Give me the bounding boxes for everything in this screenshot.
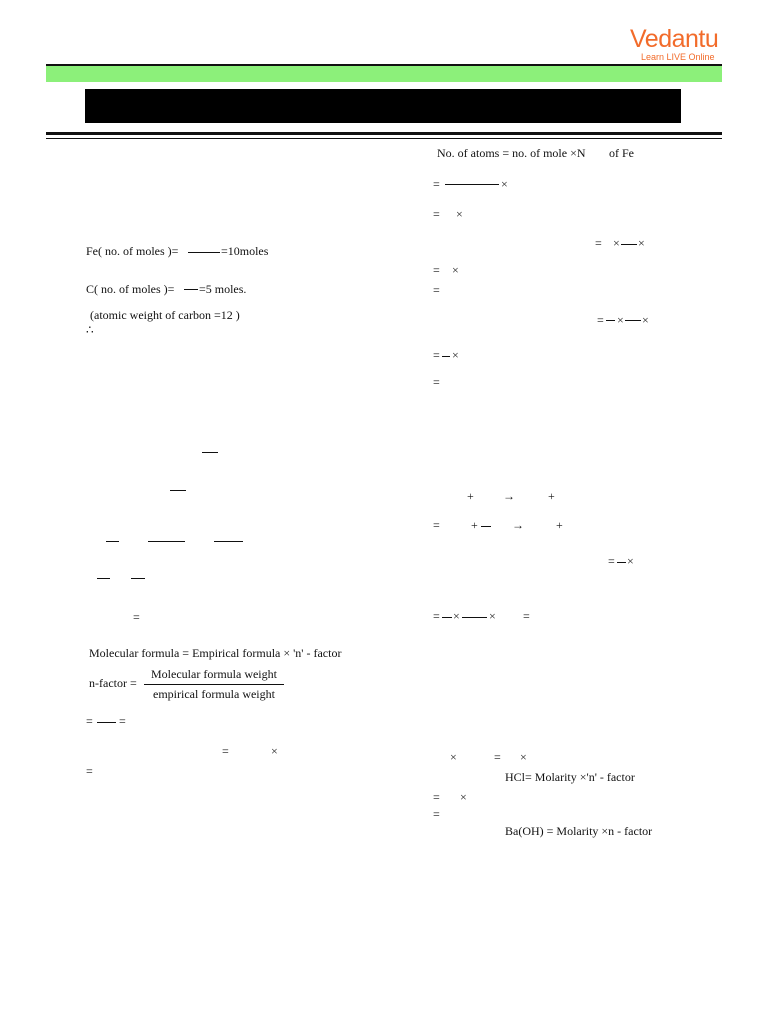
atomic-weight-note: (atomic weight of carbon =12 ) — [90, 308, 240, 322]
equals-sign: = — [433, 207, 440, 221]
times-sign: × — [627, 554, 634, 568]
equals-sign: = — [595, 236, 602, 250]
equals-sign: = — [119, 714, 126, 728]
reaction-plus: + — [471, 518, 478, 532]
fraction-line — [188, 252, 220, 253]
equals-sign: = — [433, 283, 440, 297]
logo-tagline: Learn LIVE Online — [641, 52, 715, 62]
fraction-line — [131, 578, 145, 579]
times-sign: × — [617, 313, 624, 327]
n-factor-label: n-factor = — [89, 676, 137, 690]
reaction-plus: + — [548, 489, 555, 503]
fraction-line — [170, 490, 186, 491]
baoh-relation: Ba(OH) = Molarity ×n - factor — [505, 824, 653, 838]
fraction-line — [625, 320, 641, 321]
fraction-line — [442, 356, 450, 357]
hcl-relation: HCl= Molarity ×'n' - factor — [505, 770, 635, 784]
equals-sign: = — [433, 518, 440, 532]
c-moles-result: =5 moles. — [199, 282, 247, 296]
header-green-bar — [46, 64, 722, 82]
n-factor-numerator: Molecular formula weight — [151, 667, 277, 681]
fraction-line — [97, 578, 110, 579]
reaction-plus: + — [467, 489, 474, 503]
fraction-line — [442, 617, 452, 618]
header-title-band — [85, 89, 681, 123]
fraction-line — [621, 244, 637, 245]
reaction-arrow: → — [512, 518, 524, 532]
fraction-line — [97, 722, 116, 723]
therefore-symbol: ∴ — [86, 323, 94, 337]
equals-sign: = — [433, 609, 440, 623]
n-factor-fraction — [144, 667, 284, 702]
n-factor-denominator: empirical formula weight — [153, 687, 275, 701]
times-sign: × — [452, 348, 459, 362]
reaction-plus: + — [556, 518, 563, 532]
times-sign: × — [453, 609, 460, 623]
equals-sign: = — [86, 714, 93, 728]
times-sign: × — [456, 207, 463, 221]
fraction-line — [617, 562, 626, 563]
reaction-arrow: → — [503, 489, 515, 503]
fraction-line — [148, 541, 185, 542]
fraction-line — [445, 184, 499, 185]
fe-moles-label: Fe( no. of moles )= — [86, 244, 179, 258]
equals-sign: = — [222, 744, 229, 758]
equals-sign: = — [494, 750, 501, 764]
fraction-line — [202, 452, 218, 453]
times-sign: × — [642, 313, 649, 327]
fraction-line — [184, 289, 198, 290]
vedantu-logo — [630, 26, 730, 62]
equals-sign: = — [433, 790, 440, 804]
header-rule-thin — [46, 138, 722, 139]
atoms-relation: No. of atoms = no. of mole ×N — [437, 146, 586, 160]
atoms-of-fe: of Fe — [609, 146, 634, 160]
equals-sign: = — [433, 263, 440, 277]
equals-sign: = — [597, 313, 604, 327]
c-moles-label: C( no. of moles )= — [86, 282, 175, 296]
equals-sign: = — [523, 609, 530, 623]
fraction-line — [462, 617, 487, 618]
fraction-bar — [144, 684, 284, 685]
fraction-line — [214, 541, 243, 542]
equals-sign: = — [133, 610, 140, 624]
equals-sign: = — [608, 554, 615, 568]
times-sign: × — [489, 609, 496, 623]
times-sign: × — [520, 750, 527, 764]
fraction-line — [606, 320, 615, 321]
equals-sign: = — [433, 348, 440, 362]
times-sign: × — [271, 744, 278, 758]
header-rule-thick — [46, 132, 722, 135]
equals-sign: = — [433, 807, 440, 821]
equals-sign: = — [433, 375, 440, 389]
logo-wordmark: Vedantu — [630, 25, 719, 53]
fe-moles-result: =10moles — [221, 244, 269, 258]
equals-sign: = — [433, 177, 440, 191]
times-sign: × — [460, 790, 467, 804]
fraction-line — [106, 541, 119, 542]
fraction-line — [481, 526, 491, 527]
times-sign: × — [452, 263, 459, 277]
times-sign: × — [450, 750, 457, 764]
times-sign: × — [501, 177, 508, 191]
times-sign: × — [638, 236, 645, 250]
molecular-formula-relation: Molecular formula = Empirical formula × 'n' - factor — [89, 646, 342, 660]
times-sign: × — [613, 236, 620, 250]
equals-sign: = — [86, 764, 93, 778]
